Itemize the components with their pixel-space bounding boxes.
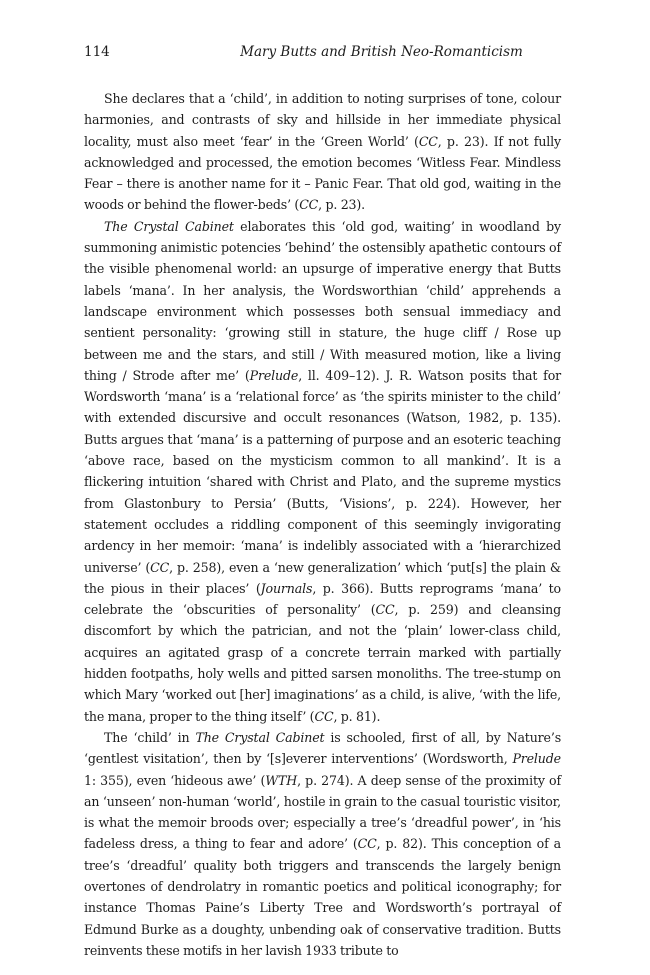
italic-run: CC	[357, 836, 377, 852]
italic-run: CC	[314, 708, 334, 724]
text-run: , p. 259) and cleansing discomfort by which the patrician, and not the ‘plain’ lower-class child, acquires an agitated grasp of a concrete terrain marked with partially hidden footpaths, holy wells and pitted sarsen monoliths. The tree-stump on which Mary ‘worked out [her] imaginations’ as a child, is alive, ‘with the life, the mana, proper to the thing itself’ (	[84, 602, 561, 724]
italic-run: CC	[375, 602, 395, 618]
italic-run: CC	[418, 133, 438, 149]
text-run: , p. 82). This conception of a tree’s ‘dreadful’ quality both triggers and transcends the largely benign overtones of dendrolatry in romantic poetics and political iconography; for instance Thomas Paine’s Liberty Tree and Wordsworth’s portrayal of Edmund Burke as a doughty, unbending oak of conservative tradition. Butts reinvents these motifs in her lavish 1933 tribute to	[84, 836, 562, 958]
text-run: 1: 355), even ‘hideous awe’ (	[84, 772, 266, 788]
text-run: , p. 23).	[318, 197, 366, 213]
running-head: Mary Butts and British Neo-Romanticism	[240, 44, 523, 60]
italic-run: The Crystal Cabinet	[104, 218, 234, 234]
text-run: She declares that a ‘child’, in addition to noting surprises of tone, colour harmonies, and contrasts of sky and hillside in her immediate physical locality, must also meet ‘fear’ in the ‘Green World’ (	[84, 91, 561, 149]
text-run: The ‘child’ in	[104, 729, 196, 745]
italic-run: Prelude	[249, 367, 299, 383]
body-text	[84, 88, 561, 961]
page-header	[84, 44, 561, 64]
paragraph-2	[84, 216, 561, 727]
page-number: 114	[84, 44, 110, 60]
italic-run: Prelude	[512, 751, 561, 767]
italic-run: WTH	[265, 772, 298, 788]
text-run: is schooled, first of all, by Nature’s ‘gentlest visitation’, then by ‘[s]everer interventions’ (Wordsworth,	[84, 729, 562, 767]
text-run: , p. 81).	[333, 708, 381, 724]
text-run: , ll. 409–12). J. R. Watson posits that for Wordsworth ‘mana’ is a ‘relational force’ as ‘the spirits minister to the child’ with extended discursive and occult resonances (Watson, 1982, p. 135). Butts argues that ‘mana’ is a patterning of purpose and an esoteric teaching ‘above race, based on the mysticism common to all mankind’. It is a flickering intuition ‘shared with Christ and Plato, and the supreme mystics from Glastonbury to Persia’ (Butts, ‘Visions’, p. 224). However, her statement occludes a riddling component of this seemingly invigorating ardency in her memoir: ‘mana’ is indelibly associated with a ‘hierarchized universe’ (	[84, 367, 561, 575]
paragraph-3	[84, 727, 561, 961]
paragraph-1	[84, 88, 561, 216]
text-run: , p. 366). Butts reprograms ‘mana’ to celebrate the ‘obscurities of personality’ (	[84, 580, 561, 618]
italic-run: The Crystal Cabinet	[195, 729, 325, 745]
text-run: , p. 23). If not fully acknowledged and processed, the emotion becomes ‘Witless Fear. Mindless Fear – there is another name for it – Panic Fear. That old god, waiting in the woods or behind the flower-beds’ (	[84, 133, 562, 213]
italic-run: CC	[150, 559, 170, 575]
italic-run: Journals	[260, 580, 313, 596]
text-run: , p. 258), even a ‘new generalization’ which ‘put[s] the plain & the pious in their places’ (	[84, 559, 561, 596]
italic-run: CC	[299, 197, 319, 213]
text-run: elaborates this ‘old god, waiting’ in woodland by summoning animistic potencies ‘behind’ the ostensibly apathetic contours of the visible phenomenal world: an upsurge of imperative energy that Butts labels ‘mana’. In her analysis, the Wordsworthian ‘child’ apprehends a landscape environment which possesses both sensual immediacy and sentient personality: ‘growing still in stature, the huge cliff / Rose up between me and the stars, and still / With measured motion, like a living thing / Strode after me’ (	[84, 218, 562, 383]
text-run: , p. 274). A deep sense of the proximity of an ‘unseen’ non-human ‘world’, hostile in grain to the casual touristic visitor, is what the memoir broods over; especially a tree’s ‘dreadful power’, in ‘his fadeless dress, a thing to fear and adore’ (	[84, 772, 561, 852]
